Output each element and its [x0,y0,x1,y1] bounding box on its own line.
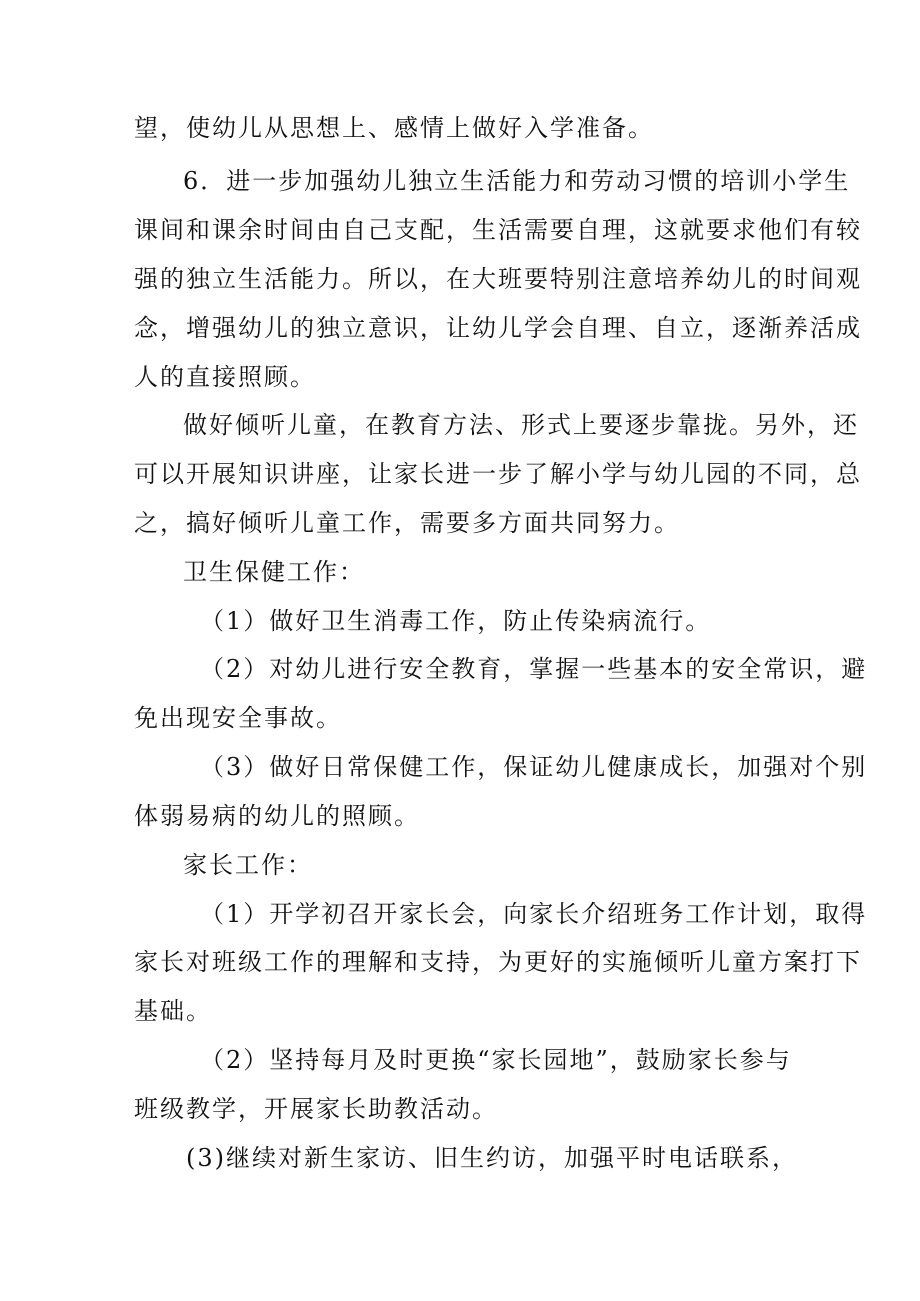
text-line: 望，使幼儿从思想上、感情上做好入学准备。 [134,114,654,142]
text-line: 班级教学，开展家长助教活动。 [134,1095,498,1123]
text-line: 体弱易病的幼儿的照顾。 [134,802,420,830]
list-item: （2）对幼儿进行安全教育，掌握一些基本的安全常识，避 [200,655,868,683]
list-item: （1）做好卫生消毒工作，防止传染病流行。 [200,607,712,635]
list-item: (3)继续对新生家访、旧生约访，加强平时电话联系， [186,1144,798,1172]
text-line: 强的独立生活能力。所以，在大班要特别注意培养幼儿的时间观 [134,265,862,293]
text-line: 家长对班级工作的理解和支持，为更好的实施倾听儿童方案打下 [134,948,862,976]
section-heading: 卫生保健工作： [183,558,365,586]
text-line: 免出现安全事故。 [134,704,342,732]
text-line: 6．进一步加强幼儿独立生活能力和劳动习惯的培训小学生 [183,167,851,195]
text-line: 做好倾听儿童，在教育方法、形式上要逐步靠拢。另外，还 [183,411,859,439]
list-item: （3）做好日常保健工作，保证幼儿健康成长，加强对个别 [200,753,868,781]
list-item: （1）开学初召开家长会，向家长介绍班务工作计划，取得 [200,900,868,928]
text-line: 课间和课余时间由自己支配，生活需要自理，这就要求他们有较 [134,216,862,244]
section-heading: 家长工作： [183,851,313,879]
text-line: 基础。 [134,997,212,1025]
text-line: 人的直接照顾。 [134,363,316,391]
text-line: 念，增强幼儿的独立意识，让幼儿学会自理、自立，逐渐养活成 [134,314,862,342]
text-line: 可以开展知识讲座，让家长进一步了解小学与幼儿园的不同，总 [134,460,862,488]
text-line: 之，搞好倾听儿童工作，需要多方面共同努力。 [134,509,680,537]
list-item: （2）坚持每月及时更换“家长园地”，鼓励家长参与 [200,1046,792,1074]
